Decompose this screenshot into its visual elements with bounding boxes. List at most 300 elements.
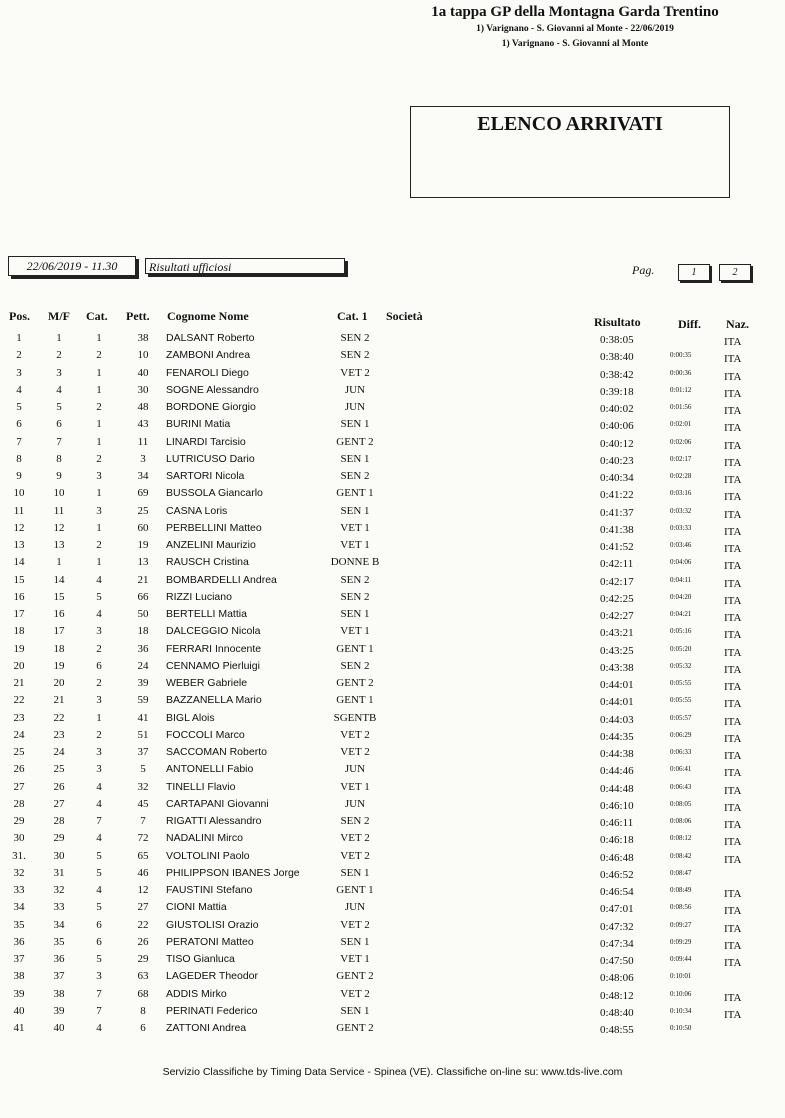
row-mf: 6	[56, 418, 62, 431]
row-cat1: VET 1	[340, 521, 370, 534]
row-name: FENAROLI Diego	[166, 366, 249, 379]
row-mf: 36	[53, 953, 65, 965]
row-result: 0:48:06	[600, 972, 634, 985]
row-naz: ITA	[724, 336, 742, 348]
row-result: 0:47:01	[600, 903, 634, 916]
row-cat: 1	[96, 366, 102, 379]
row-pos: 4	[16, 383, 22, 396]
table-row	[0, 418, 785, 435]
row-cat: 6	[96, 659, 102, 672]
row-name: BORDONE Giorgio	[166, 401, 256, 413]
table-row	[0, 401, 785, 418]
row-diff: 0:02:01	[670, 420, 692, 429]
row-pett: 59	[137, 694, 149, 707]
row-cat1: GENT 1	[336, 642, 374, 655]
row-cat1: DONNE B	[330, 556, 380, 569]
row-naz: ITA	[724, 491, 742, 504]
row-diff: 0:08:56	[670, 903, 692, 912]
col-header-diff: Diff.	[678, 317, 701, 331]
row-cat1: SEN 1	[340, 452, 370, 465]
row-mf: 17	[53, 625, 65, 638]
row-result: 0:44:01	[600, 696, 634, 709]
row-pos: 12	[13, 521, 25, 534]
row-pett: 50	[137, 608, 149, 620]
row-pos: 7	[16, 435, 22, 448]
row-naz: ITA	[724, 353, 742, 366]
row-pett: 51	[137, 728, 149, 741]
row-cat1: SEN 1	[340, 504, 370, 517]
row-mf: 5	[56, 401, 62, 413]
row-cat: 3	[96, 625, 102, 638]
row-name: CIONI Mattia	[166, 901, 227, 914]
row-mf: 19	[53, 659, 65, 672]
row-name: BIGL Alois	[166, 711, 215, 724]
row-pett: 24	[137, 659, 149, 672]
row-cat: 5	[96, 866, 102, 879]
row-mf: 34	[53, 918, 65, 931]
row-result: 0:47:32	[600, 920, 634, 933]
row-cat1: SEN 2	[340, 332, 370, 344]
row-pos: 37	[13, 953, 25, 965]
row-diff: 0:06:33	[670, 748, 692, 756]
table-row	[0, 539, 785, 556]
row-name: DALSANT Roberto	[166, 332, 255, 344]
row-pos: 14	[13, 556, 25, 569]
row-name: GIUSTOLISI Orazio	[166, 918, 259, 931]
row-result: 0:38:42	[600, 368, 634, 381]
table-row	[0, 660, 785, 677]
row-pett: 11	[137, 435, 149, 448]
row-naz: ITA	[724, 474, 742, 486]
row-name: SOGNE Alessandro	[166, 383, 259, 396]
row-result: 0:44:03	[600, 713, 634, 726]
row-mf: 28	[53, 815, 65, 827]
row-mf: 31	[53, 866, 65, 879]
row-cat: 5	[96, 901, 102, 914]
row-result: 0:41:37	[600, 506, 634, 519]
row-cat: 7	[96, 815, 102, 827]
row-cat1: SEN 1	[340, 866, 370, 879]
table-row	[0, 505, 785, 522]
row-cat1: VET 1	[340, 780, 370, 793]
row-pett: 6	[140, 1022, 146, 1034]
row-pett: 10	[137, 349, 149, 362]
table-row	[0, 1022, 785, 1039]
table-row	[0, 1005, 785, 1022]
row-diff: 0:08:06	[670, 817, 692, 825]
row-mf: 25	[53, 763, 65, 776]
row-diff: 0:05:20	[670, 644, 692, 653]
row-name: SACCOMAN Roberto	[166, 746, 267, 758]
table-row	[0, 729, 785, 746]
row-pett: 5	[140, 763, 146, 776]
row-cat: 3	[96, 763, 102, 776]
table-row	[0, 591, 785, 608]
row-cat: 1	[96, 435, 102, 448]
row-pett: 34	[137, 470, 149, 482]
row-diff: 0:03:16	[670, 489, 692, 498]
row-diff: 0:08:12	[670, 834, 692, 843]
row-pos: 26	[13, 763, 25, 776]
row-naz: ITA	[724, 612, 742, 624]
row-cat: 2	[96, 728, 102, 741]
row-name: RIGATTI Alessandro	[166, 815, 262, 827]
row-pett: 43	[137, 418, 149, 431]
row-naz: ITA	[724, 422, 742, 435]
row-result: 0:47:34	[600, 937, 634, 950]
row-mf: 15	[53, 590, 65, 603]
row-pos: 35	[13, 918, 25, 931]
table-row	[0, 763, 785, 780]
row-name: FOCCOLI Marco	[166, 728, 245, 741]
row-cat1: GENT 1	[336, 694, 374, 707]
row-cat: 6	[96, 918, 102, 931]
row-mf: 27	[53, 797, 65, 810]
row-result: 0:43:21	[600, 627, 634, 640]
row-cat: 7	[96, 1004, 102, 1017]
row-result: 0:46:52	[600, 868, 634, 881]
row-diff: 0:10:50	[670, 1024, 692, 1032]
row-mf: 11	[53, 504, 65, 517]
row-cat1: SEN 1	[340, 608, 370, 620]
row-cat1: SEN 2	[340, 470, 370, 482]
row-name: SARTORI Nicola	[166, 470, 245, 482]
row-cat: 4	[96, 1022, 102, 1034]
row-pett: 63	[137, 970, 149, 983]
row-naz: ITA	[724, 560, 742, 573]
row-result: 0:41:38	[600, 523, 634, 536]
status-box: Risultati ufficiosi	[145, 258, 345, 274]
table-row	[0, 677, 785, 694]
row-result: 0:40:23	[600, 454, 634, 467]
row-diff: 0:08:42	[670, 851, 692, 860]
row-name: BOMBARDELLI Andrea	[166, 573, 277, 586]
row-cat1: JUN	[344, 401, 366, 413]
row-pos: 15	[13, 573, 25, 586]
row-pett: 46	[137, 866, 149, 879]
row-diff: 0:05:57	[670, 713, 692, 722]
row-diff: 0:05:32	[670, 661, 692, 670]
row-result: 0:42:11	[600, 558, 634, 571]
row-pos: 36	[13, 935, 25, 948]
row-cat: 2	[96, 401, 102, 413]
row-result: 0:42:27	[600, 610, 634, 622]
row-result: 0:44:38	[600, 748, 634, 760]
row-naz: ITA	[724, 508, 742, 521]
row-cat1: VET 2	[340, 728, 370, 741]
row-name: VOLTOLINI Paolo	[166, 849, 250, 862]
row-cat: 2	[96, 349, 102, 362]
table-row	[0, 919, 785, 936]
table-row	[0, 884, 785, 901]
row-diff: 0:06:41	[670, 765, 692, 774]
row-name: CARTAPANI Giovanni	[166, 797, 269, 810]
row-pett: 30	[137, 383, 149, 396]
row-pos: 31.	[12, 849, 26, 862]
row-result: 0:41:22	[600, 489, 634, 502]
row-naz: ITA	[724, 784, 742, 797]
row-cat: 5	[96, 590, 102, 603]
row-cat1: SEN 2	[340, 349, 370, 362]
row-pett: 21	[137, 573, 149, 586]
row-mf: 26	[53, 780, 65, 793]
row-pos: 23	[13, 711, 25, 724]
row-pett: 48	[137, 401, 149, 413]
col-header-pett: Pett.	[126, 309, 150, 323]
table-row	[0, 832, 785, 849]
row-diff: 0:05:55	[670, 696, 692, 705]
row-pett: 13	[137, 556, 149, 569]
row-cat1: VET 1	[340, 953, 370, 965]
row-pett: 26	[137, 935, 149, 948]
row-pos: 40	[13, 1004, 25, 1017]
row-result: 0:43:38	[600, 661, 634, 674]
row-name: ZATTONI Andrea	[166, 1022, 247, 1034]
row-pett: 19	[137, 539, 149, 551]
row-naz: ITA	[724, 888, 742, 900]
row-mf: 30	[53, 849, 65, 862]
row-pos: 5	[16, 401, 22, 413]
row-naz: ITA	[724, 767, 742, 780]
row-name: ADDIS Mirko	[166, 987, 227, 1000]
row-result: 0:40:34	[600, 472, 634, 484]
row-pos: 24	[13, 728, 25, 741]
col-header-name: Cognome Nome	[167, 309, 249, 323]
row-pos: 11	[13, 504, 25, 517]
col-header-cat: Cat.	[86, 309, 108, 323]
row-naz: ITA	[724, 939, 742, 952]
row-naz: ITA	[724, 646, 742, 659]
row-pos: 30	[13, 832, 25, 845]
row-name: PERBELLINI Matteo	[166, 521, 262, 534]
table-row	[0, 367, 785, 384]
row-cat1: JUN	[344, 763, 366, 776]
row-pett: 60	[137, 521, 149, 534]
row-cat1: GENT 2	[336, 435, 374, 448]
row-naz: ITA	[724, 387, 742, 400]
table-row	[0, 436, 785, 453]
col-header-pos: Pos.	[9, 309, 30, 323]
row-naz: ITA	[724, 801, 742, 814]
row-cat: 2	[96, 677, 102, 689]
row-pos: 8	[16, 452, 22, 465]
row-cat1: VET 2	[340, 746, 370, 758]
row-cat: 1	[96, 556, 102, 569]
row-cat: 4	[96, 797, 102, 810]
row-pos: 25	[13, 746, 25, 758]
row-naz: ITA	[724, 525, 742, 538]
col-header-societa: Società	[386, 309, 423, 323]
row-cat1: GENT 1	[336, 487, 374, 500]
row-cat1: SEN 2	[340, 815, 370, 827]
row-naz: ITA	[724, 439, 742, 452]
row-name: FERRARI Innocente	[166, 642, 262, 655]
row-diff: 0:08:49	[670, 886, 692, 894]
row-pos: 17	[13, 608, 25, 620]
row-naz: ITA	[724, 543, 742, 555]
row-cat1: VET 2	[340, 987, 370, 1000]
row-naz: ITA	[724, 853, 742, 866]
row-name: BUSSOLA Giancarlo	[166, 487, 263, 500]
row-cat1: JUN	[344, 901, 366, 914]
col-header-naz: Naz.	[726, 317, 749, 331]
row-cat: 6	[96, 935, 102, 948]
row-name: PERATONI Matteo	[166, 935, 254, 948]
row-mf: 16	[53, 608, 65, 620]
table-row	[0, 867, 785, 884]
row-cat: 2	[96, 642, 102, 655]
row-name: PHILIPPSON IBANES Jorge	[166, 866, 300, 879]
row-pett: 32	[137, 780, 149, 793]
row-cat1: VET 2	[340, 832, 370, 845]
row-pett: 36	[137, 642, 149, 655]
row-pos: 18	[13, 625, 25, 638]
row-cat1: VET 1	[340, 539, 370, 551]
row-cat1: GENT 2	[336, 970, 374, 983]
table-row	[0, 953, 785, 970]
row-pett: 18	[137, 625, 149, 638]
row-mf: 29	[53, 832, 65, 845]
row-pos: 33	[13, 884, 25, 896]
row-result: 0:38:05	[600, 334, 634, 346]
row-result: 0:39:18	[600, 385, 634, 398]
row-mf: 13	[53, 539, 65, 551]
event-subtitle-date: 1) Varignano - S. Giovanni al Monte - 22/06/2019	[476, 24, 674, 34]
row-cat1: VET 2	[340, 918, 370, 931]
row-pett: 7	[140, 815, 146, 827]
row-cat1: SEN 1	[340, 1004, 370, 1017]
row-naz: ITA	[724, 991, 742, 1004]
row-cat1: SEN 1	[340, 418, 370, 431]
row-mf: 24	[53, 746, 65, 758]
row-naz: ITA	[724, 957, 742, 969]
row-mf: 40	[53, 1022, 65, 1034]
row-pos: 27	[13, 780, 25, 793]
row-cat: 1	[96, 332, 102, 344]
row-result: 0:46:18	[600, 834, 634, 847]
row-diff: 0:04:20	[670, 592, 692, 601]
row-cat: 1	[96, 487, 102, 500]
row-cat: 2	[96, 452, 102, 465]
row-result: 0:42:25	[600, 592, 634, 605]
row-cat: 3	[96, 470, 102, 482]
table-row	[0, 798, 785, 815]
row-pos: 38	[13, 970, 25, 983]
row-pos: 13	[13, 539, 25, 551]
row-name: WEBER Gabriele	[166, 677, 248, 689]
row-mf: 12	[53, 521, 65, 534]
row-mf: 1	[56, 332, 62, 344]
row-diff: 0:10:34	[670, 1006, 692, 1015]
row-cat1: SEN 2	[340, 659, 370, 672]
table-row	[0, 643, 785, 660]
page-label: Pag.	[632, 263, 655, 277]
row-cat: 7	[96, 987, 102, 1000]
page-current-box: 1	[678, 264, 710, 281]
row-pos: 34	[13, 901, 25, 914]
row-name: BERTELLI Mattia	[166, 608, 247, 620]
table-row	[0, 487, 785, 504]
row-cat: 4	[96, 832, 102, 845]
row-pett: 27	[137, 901, 149, 914]
row-naz: ITA	[724, 456, 742, 469]
table-row	[0, 574, 785, 591]
row-diff: 0:08:47	[670, 868, 692, 877]
row-cat1: JUN	[344, 383, 366, 396]
row-pos: 3	[16, 366, 22, 379]
list-title: ELENCO ARRIVATI	[477, 113, 663, 135]
row-mf: 37	[53, 970, 65, 983]
row-pett: 72	[137, 832, 149, 845]
row-pos: 19	[13, 642, 25, 655]
row-cat1: SGENTB	[333, 711, 377, 724]
row-diff: 0:09:27	[670, 920, 692, 929]
row-result: 0:38:40	[600, 351, 634, 364]
row-pett: 39	[137, 677, 149, 689]
row-pos: 22	[13, 694, 25, 707]
row-mf: 21	[53, 694, 65, 707]
row-result: 0:48:12	[600, 989, 634, 1002]
row-naz: ITA	[724, 905, 742, 918]
row-diff: 0:09:44	[670, 955, 692, 963]
row-cat: 3	[96, 746, 102, 758]
row-naz: ITA	[724, 922, 742, 935]
table-row	[0, 470, 785, 487]
row-result: 0:44:48	[600, 782, 634, 795]
row-cat: 3	[96, 970, 102, 983]
row-result: 0:41:52	[600, 541, 634, 553]
row-pos: 9	[16, 470, 22, 482]
row-mf: 20	[53, 677, 65, 689]
row-result: 0:46:11	[600, 817, 634, 829]
row-diff: 0:10:06	[670, 989, 692, 998]
row-pett: 68	[137, 987, 149, 1000]
table-row	[0, 815, 785, 832]
row-name: ANZELINI Maurizio	[166, 539, 256, 551]
row-pos: 21	[13, 677, 25, 689]
row-mf: 4	[56, 383, 62, 396]
col-header-cat1: Cat. 1	[337, 309, 368, 323]
row-cat: 4	[96, 884, 102, 896]
row-name: LUTRICUSO Dario	[166, 452, 255, 465]
row-pos: 1	[16, 332, 22, 344]
row-mf: 39	[53, 1004, 65, 1017]
title-box	[410, 106, 730, 198]
row-name: NADALINI Mirco	[166, 832, 244, 845]
row-name: FAUSTINI Stefano	[166, 884, 253, 896]
row-diff: 0:04:21	[670, 610, 692, 618]
row-name: BURINI Matia	[166, 418, 231, 431]
row-name: DALCEGGIO Nicola	[166, 625, 261, 638]
row-pos: 20	[13, 659, 25, 672]
table-row	[0, 384, 785, 401]
row-pett: 22	[137, 918, 149, 931]
table-row	[0, 608, 785, 625]
row-pett: 41	[137, 711, 149, 724]
row-name: RAUSCH Cristina	[166, 556, 249, 569]
row-naz: ITA	[724, 577, 742, 590]
row-cat: 1	[96, 383, 102, 396]
row-naz: ITA	[724, 405, 742, 417]
row-result: 0:43:25	[600, 644, 634, 657]
row-mf: 3	[56, 366, 62, 379]
table-row	[0, 522, 785, 539]
table-row	[0, 453, 785, 470]
event-title: 1a tappa GP della Montagna Garda Trentino	[431, 4, 719, 20]
row-name: PERINATI Federico	[166, 1004, 258, 1017]
table-row	[0, 625, 785, 642]
row-diff: 0:02:17	[670, 454, 692, 463]
